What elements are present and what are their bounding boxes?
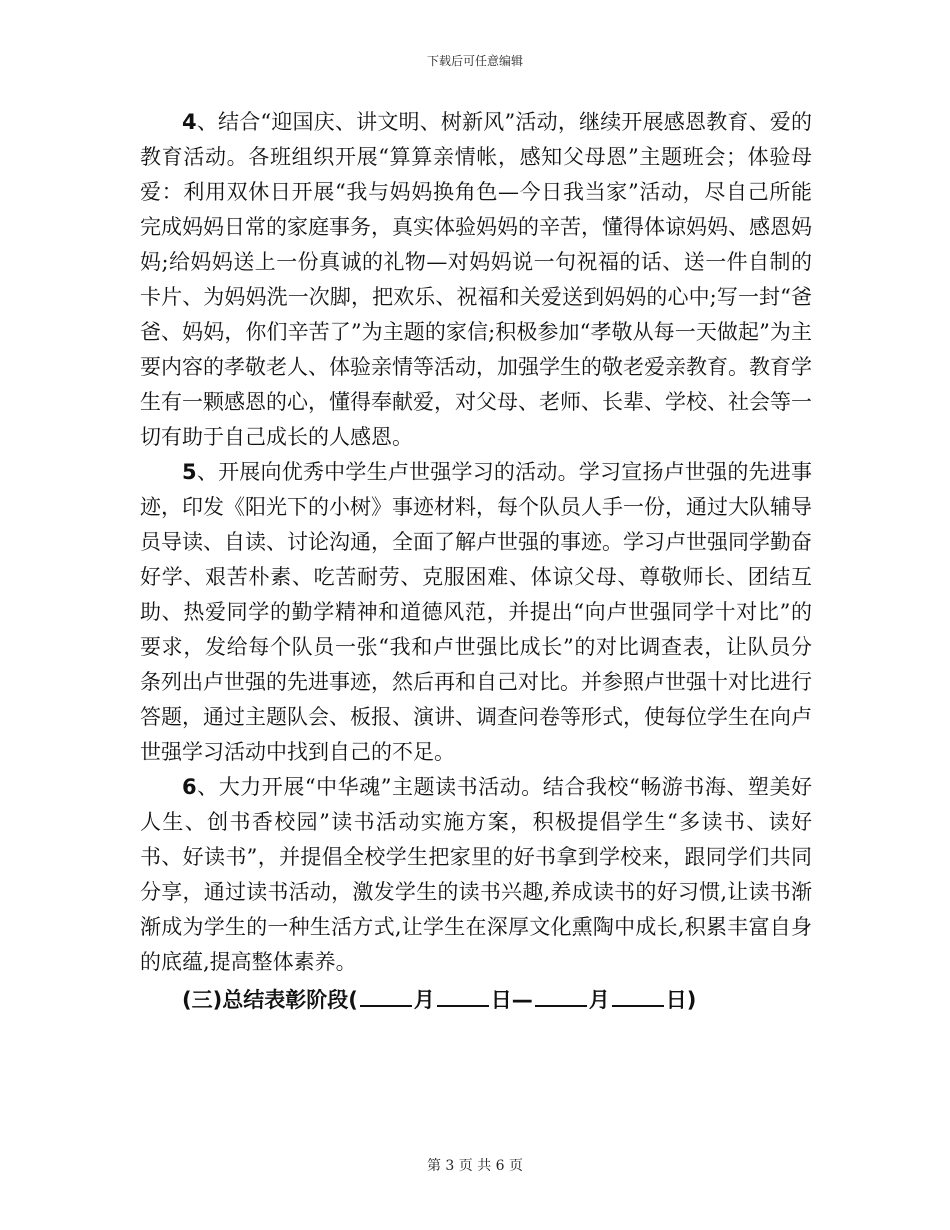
blank-line	[612, 983, 664, 1007]
item-number: 6	[182, 775, 197, 799]
day-label: 日—	[490, 988, 533, 1012]
paragraph-6	[140, 770, 812, 980]
section-heading	[140, 982, 812, 1018]
section-title: (三)总结表彰阶段(	[182, 988, 358, 1012]
paragraph-text: 、大力开展“中华魂”主题读书活动。结合我校“畅游书海、塑美好人生、创书香校园”读书活动实施方案，积极提倡学生“多读书、读好书、好读书”，并提倡全校学生把家里的好书拿到学校来，跟同学们共同分享，通过读书活动，激发学生的读书兴趣,养成读书的好习惯,让读书渐渐成为学生的一种生活方式,让学生在深厚文化熏陶中成长,积累丰富自身的底蕴,提高整体素养。	[140, 775, 812, 974]
item-number: 5	[182, 460, 197, 484]
page-footer: 第 3 页 共 6 页	[426, 1158, 524, 1174]
paragraph-4	[140, 105, 812, 455]
month-label: 月	[588, 988, 610, 1012]
paragraph-text: 、结合“迎国庆、讲文明、树新风”活动，继续开展感恩教育、爱的教育活动。各班组织开展“算算亲情帐，感知父母恩”主题班会；体验母爱：利用双休日开展“我与妈妈换角色—今日我当家”活动，尽自己所能完成妈妈日常的家庭事务，真实体验妈妈的辛苦，懂得体谅妈妈、感恩妈妈;给妈妈送上一份真诚的礼物—对妈妈说一句祝福的话、送一件自制的卡片、为妈妈洗一次脚，把欢乐、祝福和关爱送到妈妈的心中;写一封“爸爸、妈妈，你们辛苦了”为主题的家信;积极参加“孝敬从每一天做起”为主要内容的孝敬老人、体验亲情等活动，加强学生的敬老爱亲教育。教育学生有一颗感恩的心，懂得奉献爱，对父母、老师、长辈、学校、社会等一切有助于自己成长的人感恩。	[140, 110, 812, 449]
paragraph-text: 、开展向优秀中学生卢世强学习的活动。学习宣扬卢世强的先进事迹，印发《阳光下的小树》事迹材料，每个队员人手一份，通过大队辅导员导读、自读、讨论沟通，全面了解卢世强的事迹。学习卢世强同学勤奋好学、艰苦朴素、吃苦耐劳、克服困难、体谅父母、尊敬师长、团结互助、热爱同学的勤学精神和道德风范，并提出“向卢世强同学十对比”的要求，发给每个队员一张“我和卢世强比成长”的对比调查表，让队员分条列出卢世强的先进事迹，然后再和自己对比。并参照卢世强十对比进行答题，通过主题队会、板报、演讲、调查问卷等形式，使每位学生在向卢世强学习活动中找到自己的不足。	[140, 460, 812, 764]
blank-line	[360, 983, 412, 1007]
document-body	[140, 105, 812, 1018]
paragraph-5	[140, 455, 812, 770]
month-label: 月	[413, 988, 435, 1012]
day-label: 日)	[665, 988, 697, 1012]
item-number: 4	[182, 110, 197, 134]
page-header: 下载后可任意编辑	[426, 54, 523, 68]
blank-line	[437, 983, 489, 1007]
blank-line	[535, 983, 587, 1007]
